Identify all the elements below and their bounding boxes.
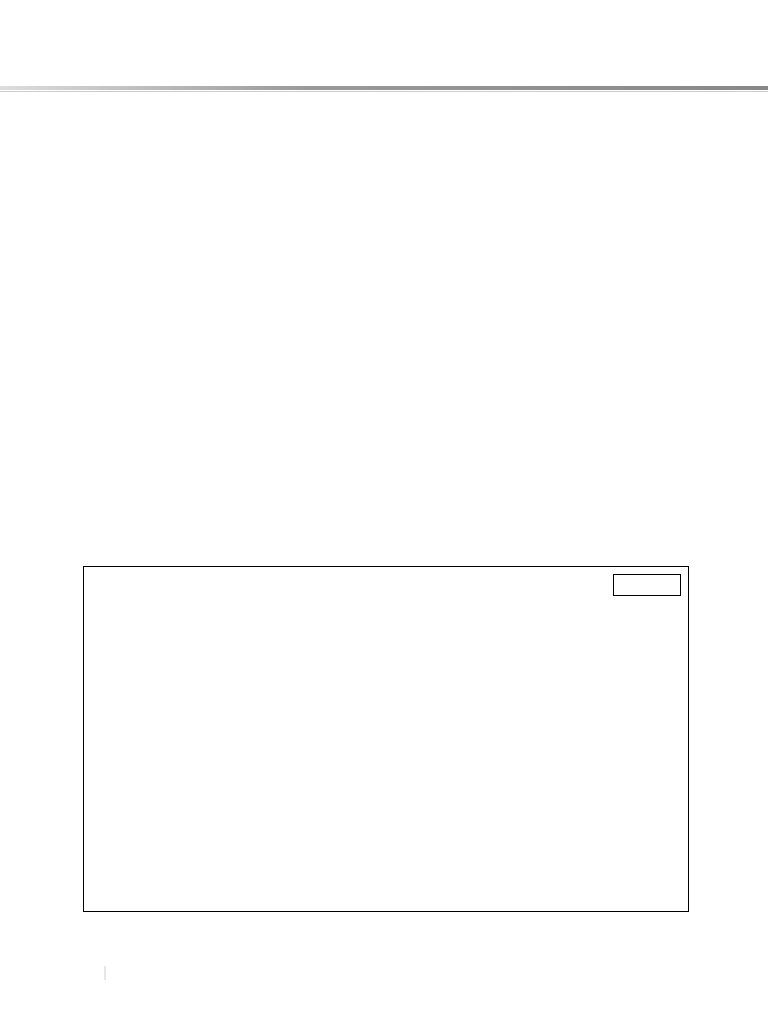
section-3 <box>88 574 688 724</box>
section-2 <box>88 438 688 558</box>
student-fields <box>178 58 234 72</box>
footer <box>104 967 106 979</box>
section-1 <box>88 100 688 430</box>
section-4 <box>88 737 688 897</box>
header-divider <box>0 86 768 90</box>
photocopiable-label <box>104 966 106 980</box>
header-divider-thin <box>0 91 768 92</box>
question-item <box>88 138 688 183</box>
